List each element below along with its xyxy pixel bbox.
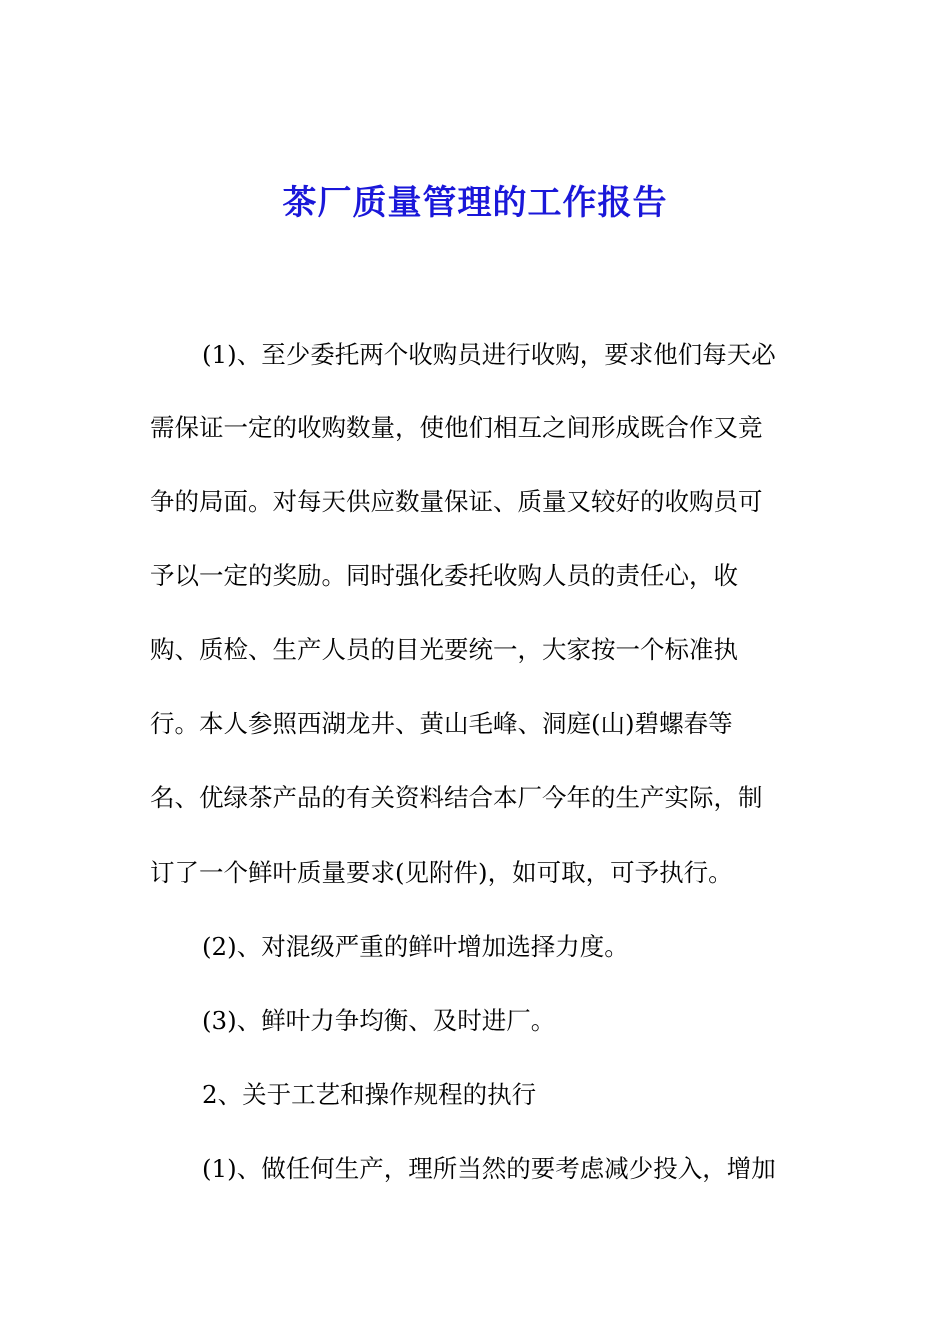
document-title: 茶厂质量管理的工作报告: [282, 183, 668, 223]
paragraph-line: (1)、做任何生产，理所当然的要考虑减少投入，增加: [202, 1154, 776, 1183]
paragraph-line: 争的局面。对每天供应数量保证、质量又较好的收购员可: [150, 487, 763, 516]
paragraph-line: 名、优绿茶产品的有关资料结合本厂今年的生产实际，制: [150, 783, 763, 812]
section-heading: 2、关于工艺和操作规程的执行: [202, 1080, 537, 1109]
paragraph-line: 行。本人参照西湖龙井、黄山毛峰、洞庭(山)碧螺春等: [150, 709, 733, 738]
paragraph-line: 购、质检、生产人员的目光要统一，大家按一个标准执: [150, 635, 738, 664]
paragraph-line: (3)、鲜叶力争均衡、及时进厂。: [202, 1006, 556, 1035]
paragraph-line: 需保证一定的收购数量，使他们相互之间形成既合作又竞: [150, 413, 763, 442]
paragraph-line: (1)、至少委托两个收购员进行收购，要求他们每天必: [202, 340, 776, 369]
paragraph-line: 予以一定的奖励。同时强化委托收购人员的责任心，收: [150, 561, 738, 590]
paragraph-line: (2)、对混级严重的鲜叶增加选择力度。: [202, 932, 629, 961]
paragraph-line: 订了一个鲜叶质量要求(见附件)，如可取，可予执行。: [150, 858, 733, 887]
